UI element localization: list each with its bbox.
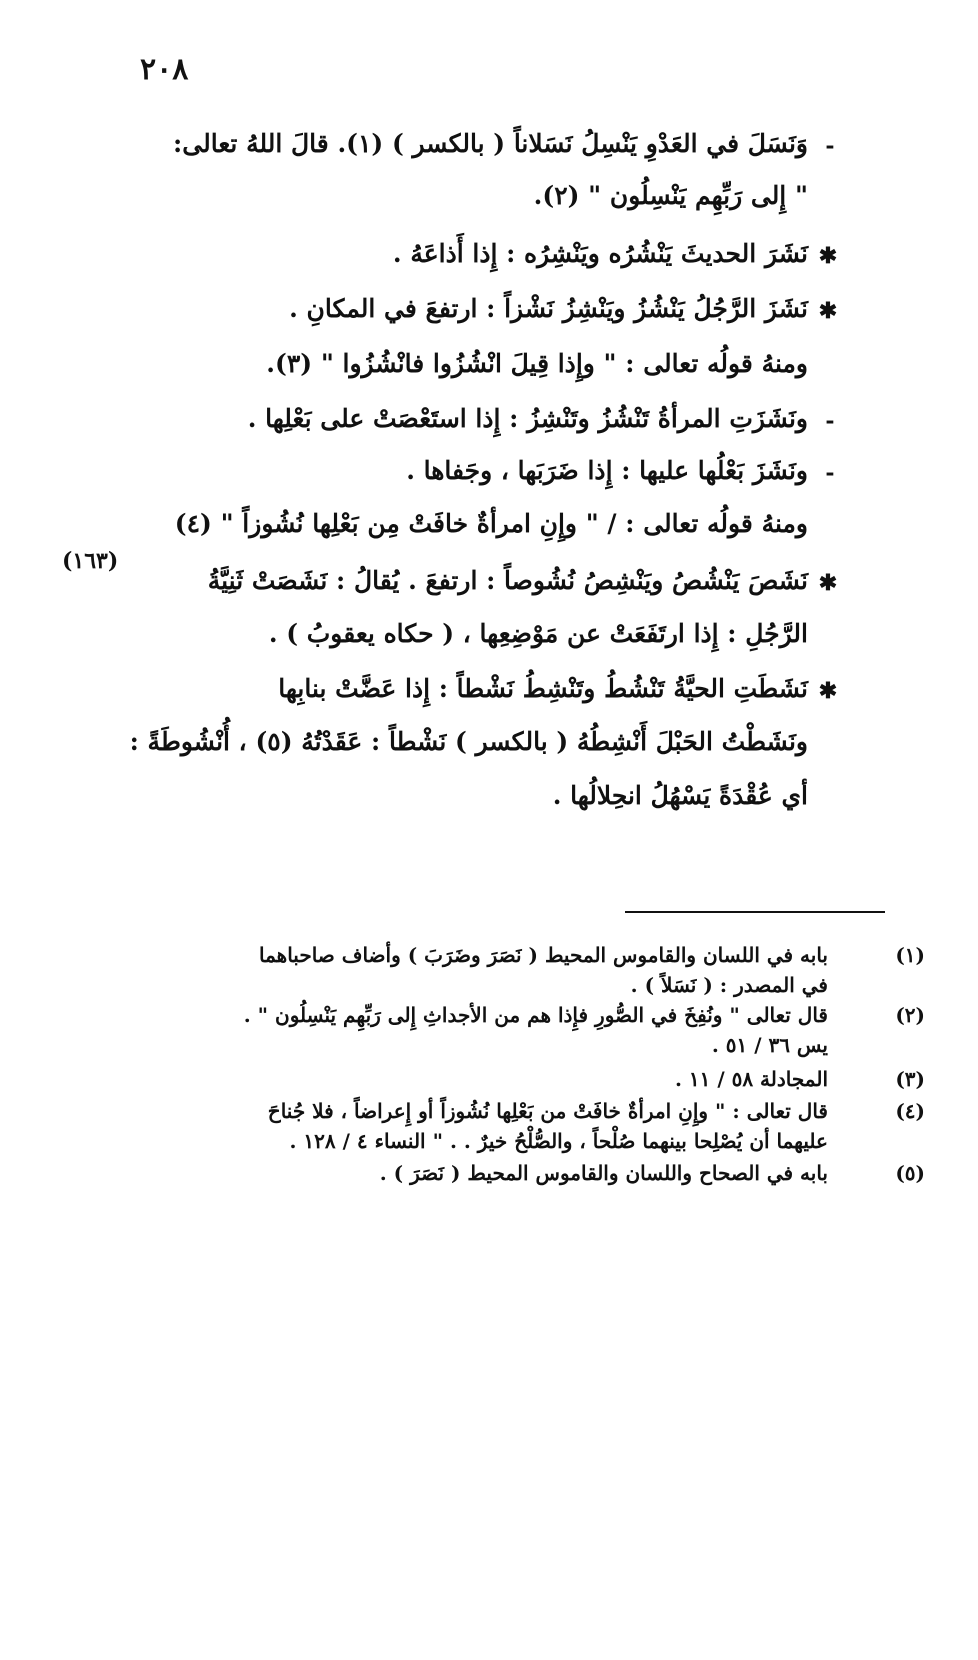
star-marker: ✱ <box>818 298 838 324</box>
page-number: ٢٠٨ <box>140 52 189 87</box>
text-line: ونَشَزَتِ المرأةُ تَنْشُزُ وتَنْشِزُ : إِذا استَعْصَتْ على بَعْلِها . <box>247 404 808 433</box>
text-line: ونَشَزَ بَعْلُها عليها : إِذا ضَرَبَها ، وجَفاها . <box>406 456 808 485</box>
footnote-number: (٥) <box>895 1161 925 1185</box>
dash-marker: - <box>825 408 835 434</box>
footnote-line: قال تعالى " ونُفِخَ في الصُّورِ فإِذا هم من الأجداثِ إِلى رَبِّهِم يَنْسِلُون " . <box>243 1003 828 1027</box>
text-line: ومنهُ قولُه تعالى : " وإِذا قِيلَ انْشُزُوا فانْشُزُوا " (٣). <box>266 349 808 378</box>
star-marker: ✱ <box>818 570 838 596</box>
text-line: نَشَرَ الحديثَ يَنْشُرُه ويَنْشِرُه : إِذا أَذاعَهُ . <box>392 239 808 268</box>
footnote-line: بابه في الصحاح واللسان والقاموس المحيط ( نَصَرَ ) . <box>379 1161 828 1185</box>
footnote-line: المجادلة ٥٨ / ١١ . <box>674 1067 828 1091</box>
footnote-line: يس ٣٦ / ٥١ . <box>711 1033 828 1057</box>
text-line: " إِلى رَبِّهِم يَنْسِلُون " (٢). <box>533 181 808 210</box>
star-marker: ✱ <box>818 678 838 704</box>
text-line: أي عُقْدَةً يَسْهُلُ انحِلالُها . <box>552 781 808 810</box>
footnote-number: (٣) <box>895 1067 925 1091</box>
text-line: ومنهُ قولُه تعالى : / " وإِنِ امرأةٌ خافَتْ مِن بَعْلِها نُشُوزاً " (٤) <box>174 509 808 538</box>
footnote-line: قال تعالى : " وإِنِ امرأةٌ خافَتْ من بَعْلِها نُشُوزاً أو إِعراضاً ، فلا جُناحَ <box>267 1099 828 1123</box>
dash-marker: - <box>825 133 835 159</box>
dash-marker: - <box>825 460 835 486</box>
footnote-number: (٤) <box>895 1099 925 1123</box>
text-line: الرَّجُلِ : إِذا ارتَفَعَتْ عن مَوْضِعِها ، ( حكاه يعقوبُ ) . <box>268 619 808 648</box>
star-marker: ✱ <box>818 243 838 269</box>
text-line: وَنَسَلَ في العَدْوِ يَنْسِلُ نَسَلاناً ( بالكسر ) (١). قالَ اللهُ تعالى: <box>173 129 808 158</box>
footnote-number: (٢) <box>895 1003 925 1027</box>
text-line: نَشَطَتِ الحيَّةُ تَنْشُطُ وتَنْشِطُ نَشْطاً : إِذا عَضَّتْ بنابِها <box>278 674 808 703</box>
margin-page-number: (١٦٣) <box>62 548 119 574</box>
footnote-line: عليهما أن يُصْلِحا بينهما صُلْحاً ، والصُّلْحُ خيرٌ . . " النساء ٤ / ١٢٨ . <box>289 1129 828 1153</box>
footnote-number: (١) <box>895 943 925 967</box>
text-line: نَشَزَ الرَّجُلُ يَنْشُزُ ويَنْشِزُ نَشْزاً : ارتفعَ في المكانِ . <box>289 294 808 323</box>
footnote-line: بابه في اللسان والقاموس المحيط ( نَصَرَ وضَرَبَ ) وأضاف صاحباهما <box>259 943 828 967</box>
text-line: ونَشَطْتُ الحَبْلَ أَنْشِطُهُ ( بالكسر ) نَشْطاً : عَقَدْتُهُ (٥) ، أُنْشُوطَةً : <box>129 727 808 756</box>
footnote-line: في المصدر : ( نَسَلاً ) . <box>630 973 828 997</box>
footnote-divider <box>625 911 885 913</box>
text-line: نَشَصَ يَنْشُصُ ويَنْشِصُ نُشُوصاً : ارتفعَ . يُقالُ : نَشَصَتْ ثَنِيَّةُ <box>207 566 808 595</box>
